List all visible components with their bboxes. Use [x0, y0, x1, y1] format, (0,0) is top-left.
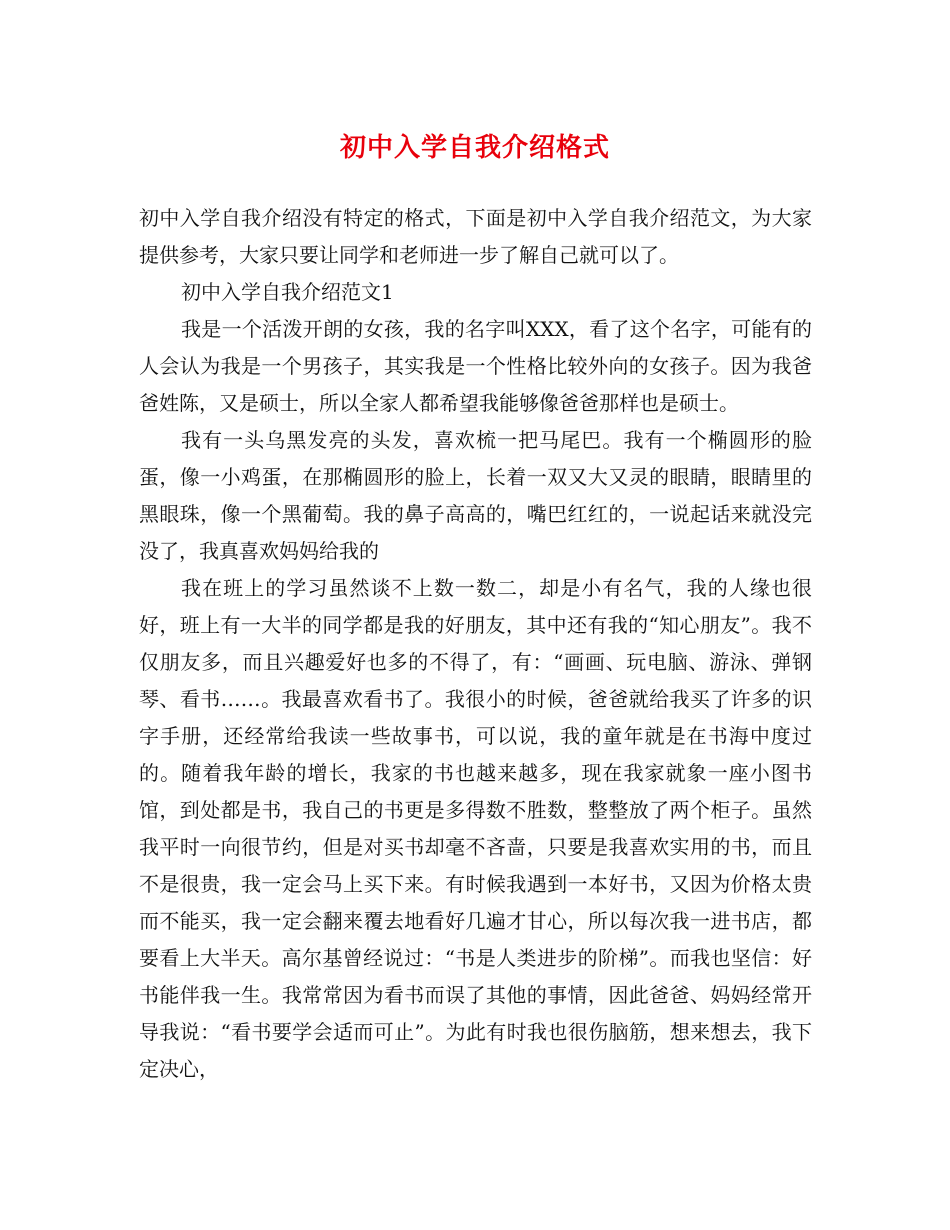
- page-title: 初中入学自我介绍格式: [339, 133, 610, 163]
- body-paragraph: 我是一个活泼开朗的女孩，我的名字叫XXX，看了这个名字，可能有的人会认为我是一个男孩子，其实我是一个性格比较外向的女孩子。因为我爸爸姓陈，又是硕士，所以全家人都希望我能够像爸爸那样也是硕士。: [139, 317, 812, 415]
- intro-paragraph: 初中入学自我介绍没有特定的格式，下面是初中入学自我介绍范文，为大家提供参考，大家只要让同学和老师进一步了解自己就可以了。: [139, 206, 812, 267]
- body-paragraph: 我有一头乌黑发亮的头发，喜欢梳一把马尾巴。我有一个椭圆形的脸蛋，像一小鸡蛋，在那椭圆形的脸上，长着一双又大又灵的眼睛，眼睛里的黑眼珠，像一个黑葡萄。我的鼻子高高的，嘴巴红红的，一说起话来就没完没了，我真喜欢妈妈给我的: [139, 428, 812, 563]
- document-body: [139, 200, 812, 1088]
- section-heading: 初中入学自我介绍范文1: [181, 280, 394, 304]
- body-paragraph: 我在班上的学习虽然谈不上数一数二，却是小有名气，我的人缘也很好，班上有一大半的同学都是我的好朋友，其中还有我的“知心朋友”。我不仅朋友多，而且兴趣爱好也多的不得了，有：“画画、玩电脑、游泳、弹钢琴、看书……。我最喜欢看书了。我很小的时候，爸爸就给我买了许多的识字手册，还经常给我读一些故事书，可以说，我的童年就是在书海中度过的。随着我年龄的增长，我家的书也越来越多，现在我家就象一座小图书馆，到处都是书，我自己的书更是多得数不胜数，整整放了两个柜子。虽然我平时一向很节约，但是对买书却毫不吝啬，只要是我喜欢实用的书，而且不是很贵，我一定会马上买下来。有时候我遇到一本好书，又因为价格太贵而不能买，我一定会翻来覆去地看好几遍才甘心，所以每次我一进书店，都要看上大半天。高尔基曾经说过：“书是人类进步的阶梯”。而我也坚信：好书能伴我一生。我常常因为看书而误了其他的事情，因此爸爸、妈妈经常开导我说：“看书要学会适而可止”。为此有时我也很伤脑筋，想来想去，我下定决心，: [139, 576, 812, 1081]
